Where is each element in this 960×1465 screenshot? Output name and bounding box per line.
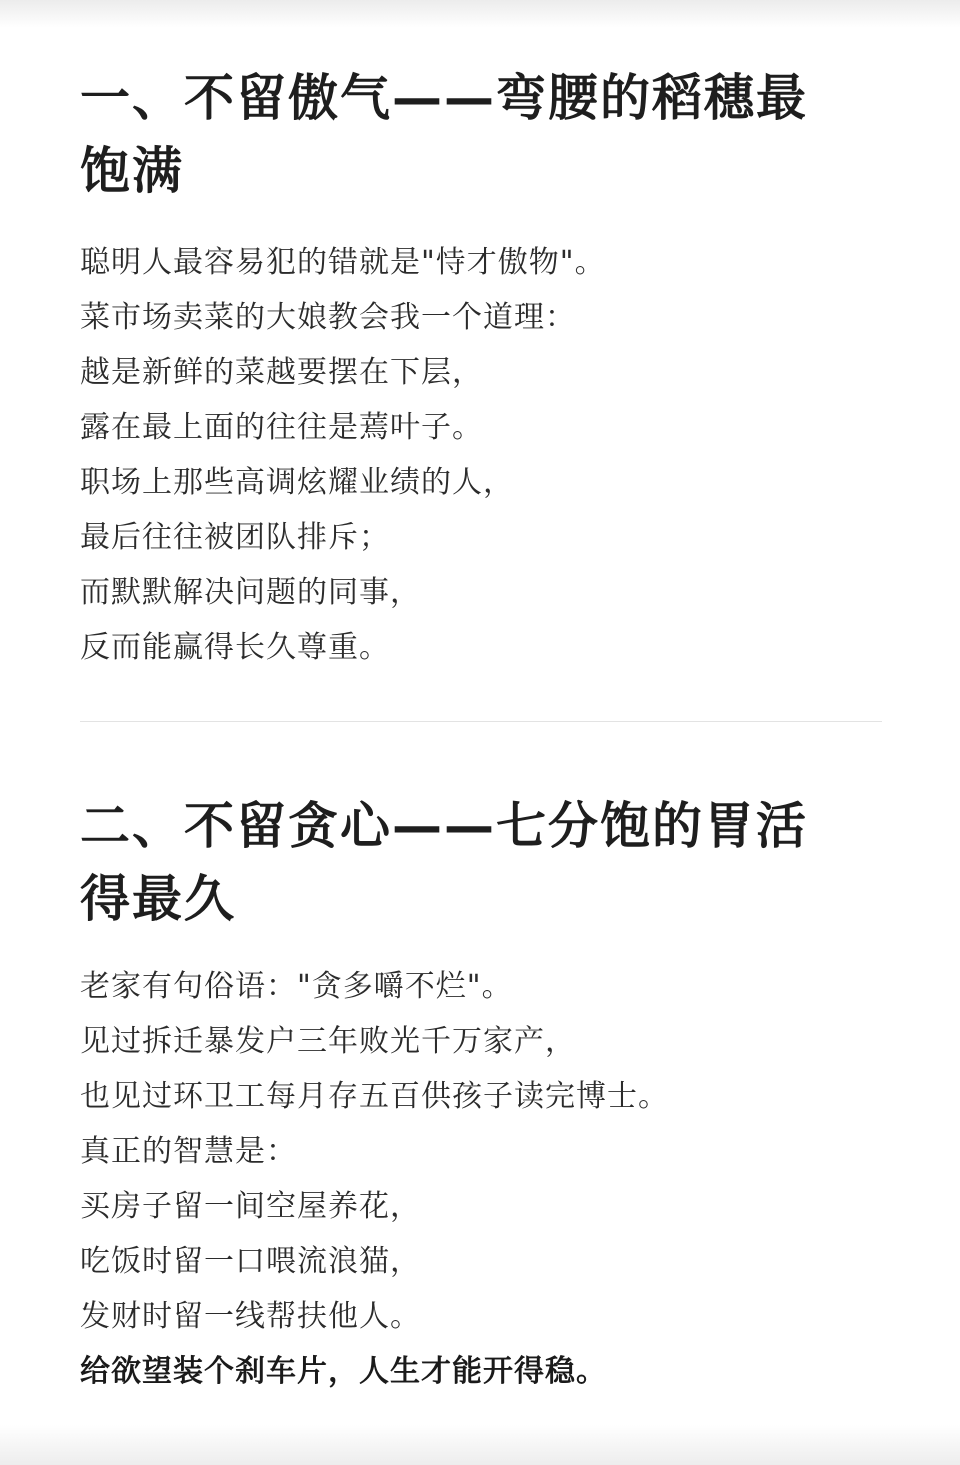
section-one-heading-line1: 一、不留傲气——弯腰的稻穗最 xyxy=(80,69,808,127)
paragraph-line: 越是新鲜的菜越要摆在下层， xyxy=(80,355,483,390)
section-one-paragraph xyxy=(80,235,880,675)
section-two-paragraph xyxy=(80,959,880,1399)
paragraph-line: 反而能赢得长久尊重。 xyxy=(80,630,390,665)
paragraph-line: 老家有句俗语："贪多嚼不烂"。 xyxy=(80,969,513,1004)
paragraph-line: 真正的智慧是： xyxy=(80,1134,297,1169)
paragraph-line: 最后往往被团队排斥； xyxy=(80,520,390,555)
paragraph-line: 聪明人最容易犯的错就是"恃才傲物"。 xyxy=(80,245,606,280)
paragraph-line: 也见过环卫工每月存五百供孩子读完博士。 xyxy=(80,1079,669,1114)
bottom-shadow xyxy=(0,1425,960,1465)
top-shadow xyxy=(0,0,960,28)
paragraph-line: 见过拆迁暴发户三年败光千万家产， xyxy=(80,1024,576,1059)
conclusion-line: 给欲望装个刹车片，人生才能开得稳。 xyxy=(80,1354,607,1389)
section-two-heading xyxy=(80,790,880,936)
section-one xyxy=(80,62,880,675)
paragraph-line: 发财时留一线帮扶他人。 xyxy=(80,1299,421,1334)
paragraph-line: 买房子留一间空屋养花， xyxy=(80,1189,421,1224)
section-one-heading-line2: 饱满 xyxy=(80,142,184,200)
section-two xyxy=(80,790,880,1399)
paragraph-line: 吃饭时留一口喂流浪猫， xyxy=(80,1244,421,1279)
paragraph-line: 而默默解决问题的同事， xyxy=(80,575,421,610)
section-two-heading-line2: 得最久 xyxy=(80,870,236,928)
section-divider xyxy=(80,721,882,722)
paragraph-line: 露在最上面的往往是蔫叶子。 xyxy=(80,410,483,445)
paragraph-line: 菜市场卖菜的大娘教会我一个道理： xyxy=(80,300,576,335)
paragraph-line: 职场上那些高调炫耀业绩的人， xyxy=(80,465,514,500)
section-one-heading xyxy=(80,62,880,208)
section-two-heading-line1: 二、不留贪心——七分饱的胃活 xyxy=(80,797,808,855)
